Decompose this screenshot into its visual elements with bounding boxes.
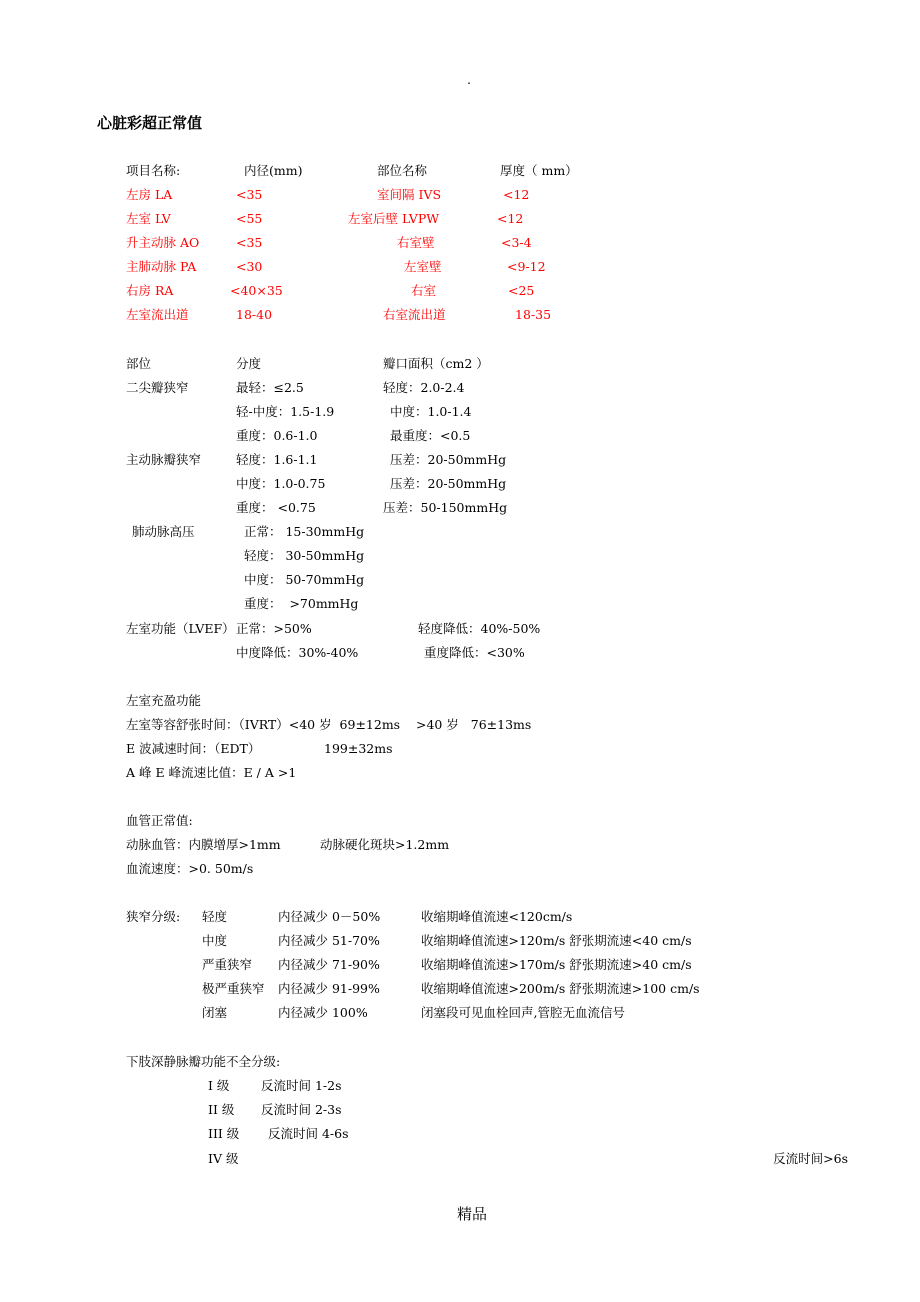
dim-row-part: 右室流出道 — [383, 307, 446, 322]
dim-row-inner: <40×35 — [230, 283, 283, 298]
aortic-label: 主动脉瓣狭窄 — [126, 452, 202, 467]
valve-header-grade: 分度 — [236, 356, 262, 371]
dim-row-name: 左室 LV — [126, 211, 171, 226]
dim-header-thickness: 厚度（ mm） — [500, 163, 578, 178]
stenosis-reduction: 内径减少 0－50% — [278, 909, 381, 924]
stenosis-reduction: 内径减少 71-90% — [278, 957, 380, 972]
venous-grade: IV 级 — [208, 1151, 239, 1166]
venous-grade: I 级 — [208, 1078, 230, 1093]
venous-time: 反流时间 2-3s — [261, 1102, 342, 1117]
mitral-grade: 最轻：≤2.5 — [236, 380, 304, 395]
ivrt-line: 左室等容舒张时间：（IVRT）<40 岁 69±12ms >40 岁 76±13ms — [126, 717, 532, 732]
dim-row-name: 主肺动脉 PA — [126, 259, 197, 274]
venous-time: 反流时间>6s — [773, 1151, 848, 1166]
filling-heading: 左室充盈功能 — [126, 693, 202, 708]
page-title: 心脏彩超正常值 — [97, 114, 203, 132]
mitral-area: 中度：1.0-1.4 — [390, 404, 472, 419]
dim-row-thickness: <9-12 — [507, 259, 546, 274]
dim-row-thickness: 18-35 — [515, 307, 552, 322]
mitral-grade: 轻-中度：1.5-1.9 — [236, 404, 335, 419]
mitral-area: 最重度：<0.5 — [390, 428, 471, 443]
lvef-mild: 轻度降低：40%-50% — [418, 621, 541, 636]
valve-header-area: 瓣口面积（cm2 ） — [383, 356, 489, 371]
dim-row-inner: 18-40 — [236, 307, 273, 322]
flow-velocity: 血流速度：>0. 50m/s — [126, 861, 254, 876]
mitral-label: 二尖瓣狭窄 — [126, 380, 189, 395]
stenosis-flow: 闭塞段可见血栓回声,管腔无血流信号 — [421, 1005, 625, 1020]
dim-row-inner: <35 — [236, 235, 263, 250]
aortic-gradient: 压差：20-50mmHg — [390, 476, 507, 491]
vessels-heading: 血管正常值: — [126, 813, 193, 828]
mitral-grade: 重度：0.6-1.0 — [236, 428, 318, 443]
dim-row-part: 右室壁 — [397, 235, 435, 250]
ea-ratio: A 峰 E 峰流速比值：E / A >1 — [126, 765, 297, 780]
dim-row-thickness: <3-4 — [501, 235, 532, 250]
stenosis-reduction: 内径减少 51-70% — [278, 933, 380, 948]
dim-header-part: 部位名称 — [377, 163, 428, 178]
stenosis-grade: 闭塞 — [202, 1005, 228, 1020]
venous-time: 反流时间 4-6s — [268, 1126, 349, 1141]
stenosis-flow: 收缩期峰值流速>170m/s 舒张期流速>40 cm/s — [421, 957, 692, 972]
aortic-grade: 轻度：1.6-1.1 — [236, 452, 318, 467]
lvef-moderate: 中度降低：30%-40% — [236, 645, 359, 660]
stenosis-grade: 中度 — [202, 933, 228, 948]
dim-row-name: 左室流出道 — [126, 307, 189, 322]
stenosis-grade: 严重狭窄 — [202, 957, 253, 972]
venous-grade: III 级 — [208, 1126, 240, 1141]
dim-row-name: 升主动脉 AO — [126, 235, 200, 250]
stenosis-flow: 收缩期峰值流速>120m/s 舒张期流速<40 cm/s — [421, 933, 692, 948]
pah-grade: 轻度： 30-50mmHg — [244, 548, 365, 563]
dim-row-name: 左房 LA — [126, 187, 173, 202]
pah-grade: 重度： >70mmHg — [244, 596, 359, 611]
dim-header-inner: 内径(mm) — [244, 163, 303, 178]
intima-thickening: 动脉血管：内膜增厚>1mm — [126, 837, 281, 852]
pah-grade: 正常： 15-30mmHg — [244, 524, 365, 539]
dim-row-thickness: <25 — [508, 283, 535, 298]
stenosis-grade: 轻度 — [202, 909, 228, 924]
valve-header-part: 部位 — [126, 356, 152, 371]
stenosis-grade: 极严重狭窄 — [202, 981, 265, 996]
lvef-normal: 正常：>50% — [236, 621, 312, 636]
mitral-area: 轻度：2.0-2.4 — [383, 380, 465, 395]
aortic-grade: 中度：1.0-0.75 — [236, 476, 326, 491]
stenosis-flow: 收缩期峰值流速<120cm/s — [421, 909, 573, 924]
aortic-gradient: 压差：20-50mmHg — [390, 452, 507, 467]
venous-heading: 下肢深静脉瓣功能不全分级: — [126, 1054, 281, 1069]
venous-grade: II 级 — [208, 1102, 235, 1117]
dim-row-name: 右房 RA — [126, 283, 174, 298]
stenosis-reduction: 内径减少 91-99% — [278, 981, 380, 996]
dim-row-part: 右室 — [411, 283, 437, 298]
header-dot: . — [467, 72, 471, 87]
aortic-gradient: 压差：50-150mmHg — [383, 500, 508, 515]
dim-row-part: 左室壁 — [404, 259, 442, 274]
stenosis-heading: 狭窄分级: — [126, 909, 181, 924]
dim-header-name: 项目名称: — [126, 163, 181, 178]
dim-row-inner: <30 — [236, 259, 263, 274]
pah-grade: 中度： 50-70mmHg — [244, 572, 365, 587]
stenosis-reduction: 内径减少 100% — [278, 1005, 368, 1020]
dim-row-part: 室间隔 IVS — [377, 187, 442, 202]
dim-row-inner: <35 — [236, 187, 263, 202]
lvef-label: 左室功能（LVEF） — [126, 621, 235, 636]
dim-row-thickness: <12 — [503, 187, 530, 202]
footer-label: 精品 — [457, 1205, 488, 1223]
edt-value: 199±32ms — [324, 741, 393, 756]
aortic-grade: 重度： <0.75 — [236, 500, 316, 515]
stenosis-flow: 收缩期峰值流速>200m/s 舒张期流速>100 cm/s — [421, 981, 700, 996]
lvef-severe: 重度降低：<30% — [424, 645, 525, 660]
dim-row-part: 左室后壁 LVPW — [348, 211, 440, 226]
plaque-threshold: 动脉硬化斑块>1.2mm — [320, 837, 450, 852]
venous-time: 反流时间 1-2s — [261, 1078, 342, 1093]
pah-label: 肺动脉高压 — [132, 524, 195, 539]
dim-row-thickness: <12 — [497, 211, 524, 226]
edt-label: E 波减速时间：（EDT） — [126, 741, 261, 756]
dim-row-inner: <55 — [236, 211, 263, 226]
